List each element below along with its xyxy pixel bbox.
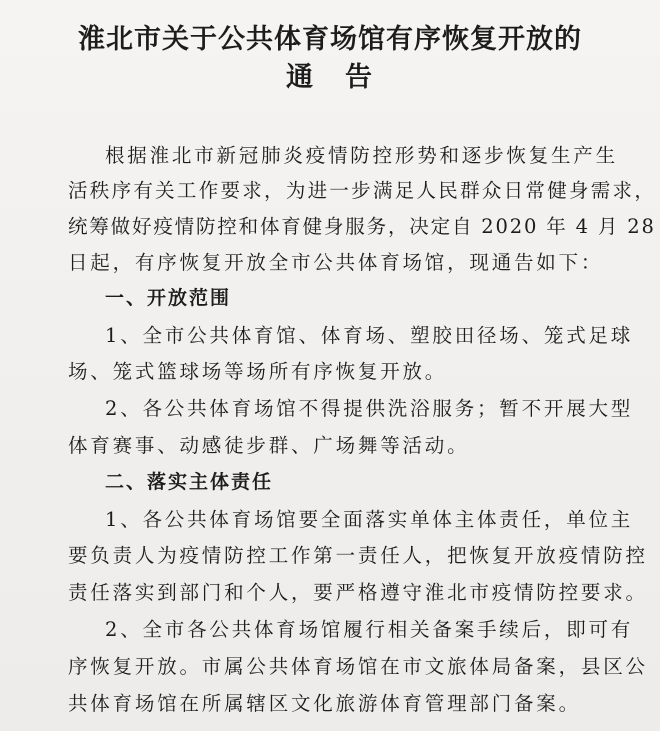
intro-line: 活秩序有关工作要求，为进一步满足人民群众日常健身需求， [68, 179, 657, 202]
title-char-gao: 告 [345, 62, 374, 93]
intro-line: 统筹做好疫情防控和体育健身服务，决定自 2020 年 4 月 28 [68, 215, 656, 238]
section2-heading: 二、落实主体责任 [105, 471, 274, 493]
section1-heading: 一、开放范围 [105, 287, 232, 309]
section2-item1-line: 1、各公共体育场馆要全面落实单体主体责任，单位主 [105, 508, 634, 531]
intro-line: 根据淮北市新冠肺炎疫情防控形势和逐步恢复生产生 [105, 144, 618, 167]
section2-item2-line: 2、全市各公共体育场馆履行相关备案手续后，即可有 [105, 618, 634, 641]
section1-item1-line: 场、笼式篮球场等场所有序恢复开放。 [68, 360, 448, 383]
intro-line: 日起，有序恢复开放全市公共体育场馆，现通告如下： [68, 251, 604, 274]
section1-item2-line: 2、各公共体育场馆不得提供洗浴服务；暂不开展大型 [105, 397, 634, 420]
section1-item1-line: 1、全市公共体育馆、体育场、塑胶田径场、笼式足球 [105, 324, 634, 347]
section2-item1-line: 责任落实到部门和个人，要严格遵守淮北市疫情防控要求。 [68, 581, 648, 604]
section2-item2-line: 共体育场馆在所属辖区文化旅游体育管理部门备案。 [68, 692, 581, 715]
section1-item2-line: 体育赛事、动感徒步群、广场舞等活动。 [68, 434, 470, 457]
title-char-tong: 通 [286, 62, 315, 93]
section2-item2-line: 序恢复开放。市属公共体育场馆在市文旅体局备案，县区公 [68, 655, 648, 678]
document-title-line2 [0, 55, 660, 94]
document-title-line1: 淮北市关于公共体育场馆有序恢复开放的 [78, 24, 582, 55]
section2-item1-line: 要负责人为疫情防控工作第一责任人，把恢复开放疫情防控 [68, 544, 648, 567]
